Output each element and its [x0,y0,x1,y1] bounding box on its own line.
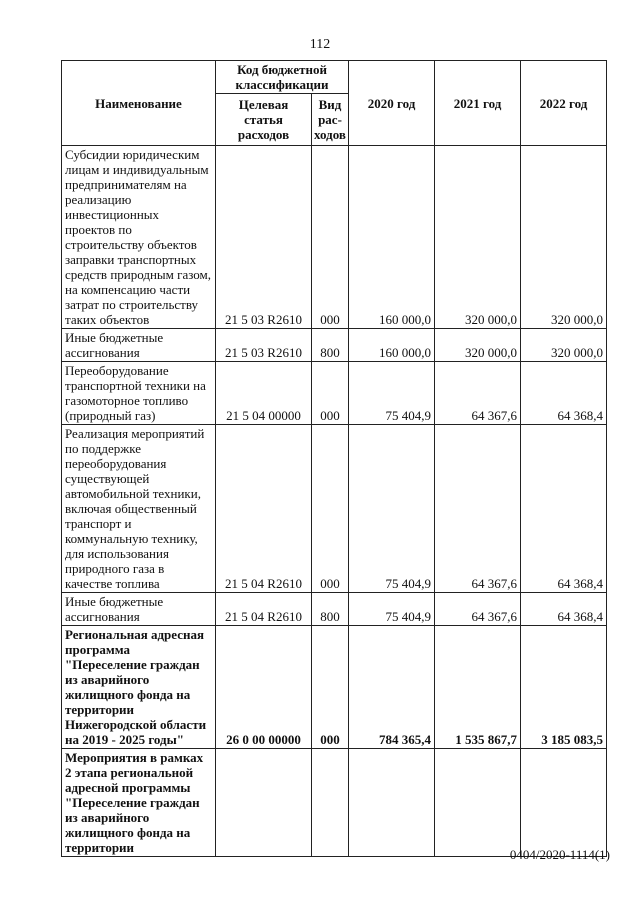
row-2020: 75 404,9 [349,425,435,593]
row-name: Иные бюджетные ассигнования [62,593,216,626]
row-2021: 64 367,6 [435,425,521,593]
row-2020: 160 000,0 [349,329,435,362]
row-target: 21 5 03 R2610 [216,146,312,329]
row-2021: 1 535 867,7 [435,626,521,749]
row-2020 [349,749,435,857]
row-target: 21 5 04 00000 [216,362,312,425]
row-name: Реализация мероприятий по поддержке переоборудования существующей автомобильной техники, включая общественный транспорт и коммунальную технику, для использования природного газа в качестве топлива [62,425,216,593]
table-row [62,749,607,857]
row-2020: 75 404,9 [349,362,435,425]
row-type: 800 [312,329,349,362]
row-2022 [521,749,607,857]
header-name: Наименование [62,61,216,146]
row-2021: 64 367,6 [435,593,521,626]
row-target: 21 5 03 R2610 [216,329,312,362]
row-2021 [435,749,521,857]
row-2020: 75 404,9 [349,593,435,626]
row-2020: 160 000,0 [349,146,435,329]
row-type [312,749,349,857]
page-number: 112 [309,37,331,52]
row-name: Иные бюджетные ассигнования [62,329,216,362]
row-2022: 3 185 083,5 [521,626,607,749]
row-name: Субсидии юридическим лицам и индивидуальным предпринимателям на реализацию инвестиционных проектов по строительству объектов заправки транспортных средств природным газом, на компенсацию части затрат по строительству таких объектов [62,146,216,329]
header-target: Целевая статья расходов [216,94,312,146]
row-2020: 784 365,4 [349,626,435,749]
row-name: Региональная адресная программа "Переселение граждан из аварийного жилищного фонда на территории Нижегородской области на 2019 - 2025 годы" [62,626,216,749]
row-2021: 320 000,0 [435,329,521,362]
row-target: 21 5 04 R2610 [216,425,312,593]
header-2021: 2021 год [435,61,521,146]
row-2022: 64 368,4 [521,593,607,626]
budget-table [61,60,607,857]
table-row [62,425,607,593]
table-row [62,329,607,362]
row-2022: 320 000,0 [521,146,607,329]
header-2020: 2020 год [349,61,435,146]
row-2022: 64 368,4 [521,425,607,593]
row-name: Переоборудование транспортной техники на газомоторное топливо (природный газ) [62,362,216,425]
table-row [62,593,607,626]
row-2021: 64 367,6 [435,362,521,425]
row-type: 000 [312,626,349,749]
row-2022: 64 368,4 [521,362,607,425]
document-code: 0404/2020-1114(1) [509,847,610,862]
table-row [62,362,607,425]
row-target: 21 5 04 R2610 [216,593,312,626]
table-row [62,146,607,329]
row-type: 000 [312,362,349,425]
header-2022: 2022 год [521,61,607,146]
row-name: Мероприятия в рамках 2 этапа региональной адресной программы "Переселение граждан из аварийного жилищного фонда на территории [62,749,216,857]
row-target: 26 0 00 00000 [216,626,312,749]
row-target [216,749,312,857]
header-kbk: Код бюджетной классификации [216,61,349,94]
row-type: 000 [312,425,349,593]
table-row [62,626,607,749]
row-2021: 320 000,0 [435,146,521,329]
header-type: Вид рас-ходов [312,94,349,146]
row-type: 800 [312,593,349,626]
row-2022: 320 000,0 [521,329,607,362]
row-type: 000 [312,146,349,329]
